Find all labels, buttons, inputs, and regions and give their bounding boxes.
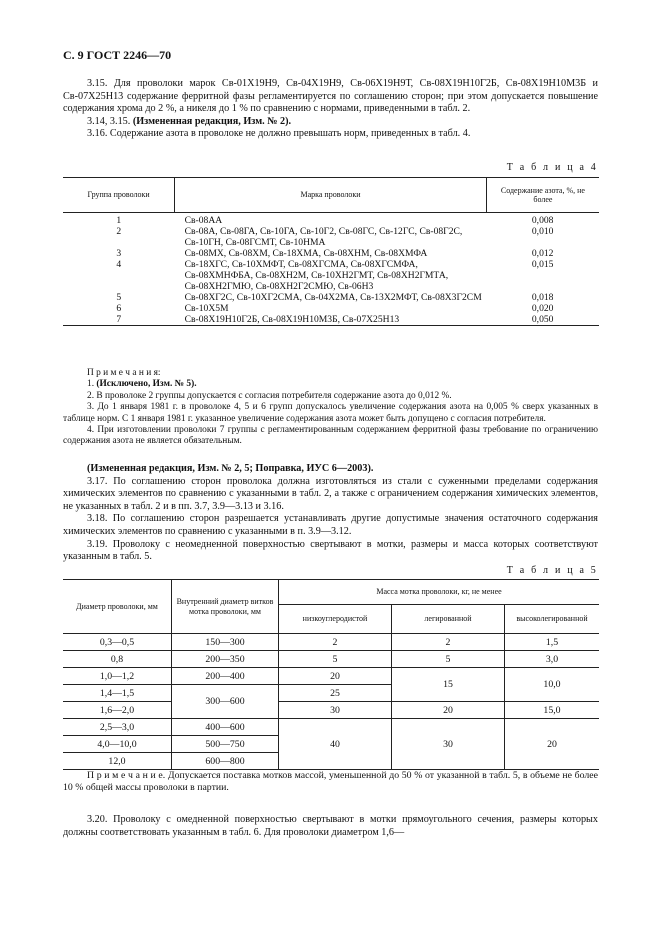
note-4: 4. При изготовлении проволоки 7 группы с регламентированным содержанием ферритной фазы требование по ограничению содержания азота не является обязательным. (63, 425, 598, 447)
mass-high-alloyed-cell: 1,5 (505, 634, 600, 651)
table5-header-alloyed: легированной (392, 605, 505, 634)
table-row (63, 248, 599, 259)
nitrogen-cell: 0,010 (531, 226, 554, 237)
mass-low-carbon-cell: 30 (279, 702, 392, 719)
mass-low-carbon-cell: 40 (279, 719, 392, 770)
paragraph-3-18: 3.18. По соглашению сторон разрешается устанавливать другие допустимые значения остаточного содержания химических элементов по сравнению с указанными в п. 3.9—3.12. (63, 513, 598, 537)
diameter-cell: 4,0—10,0 (63, 736, 172, 753)
mass-alloyed-cell: 5 (392, 651, 505, 668)
table4-caption: Т а б л и ц а 4 (506, 162, 598, 173)
nitrogen-cell: 0,050 (486, 314, 599, 326)
group-cell: 3 (116, 248, 122, 259)
table5-caption: Т а б л и ц а 5 (506, 565, 598, 576)
grade-cell: Св-10Х5М (184, 303, 229, 314)
table-row (63, 651, 599, 668)
inner-diameter-cell: 150—300 (172, 634, 279, 651)
group-cell: 7 (63, 314, 175, 326)
section-3-15-16 (63, 78, 598, 141)
inner-diameter-cell: 200—350 (172, 651, 279, 668)
mass-alloyed-cell: 20 (392, 702, 505, 719)
amendment-note-1: 3.14, 3.15. (Измененная редакция, Изм. № 2). (87, 115, 292, 127)
grade-cell: Св-08Х19Н10Г2Б, Св-08Х19Н10М3Б, Св-07Х25Н13 (175, 314, 487, 326)
inner-diameter-cell: 300—600 (172, 685, 279, 719)
inner-diameter-cell: 400—600 (172, 719, 279, 736)
paragraph-3-16: 3.16. Содержание азота в проволоке не должно превышать норм, приведенных в табл. 4. (87, 128, 471, 140)
diameter-cell: 0,8 (63, 651, 172, 668)
page-header: С. 9 ГОСТ 2246—70 (63, 48, 172, 62)
section-3-17-19 (63, 463, 598, 564)
table-row (63, 303, 599, 314)
table-row (63, 314, 599, 326)
group-cell: 5 (116, 292, 122, 303)
paragraph-3-19: 3.19. Проволоку с неомедненной поверхностью свертывают в мотки, размеры и масса которых соответствуют указанным в табл. 5. (63, 538, 598, 563)
diameter-cell: 1,4—1,5 (63, 685, 172, 702)
nitrogen-cell: 0,020 (531, 303, 554, 314)
grade-cell: Св-08АА (184, 215, 223, 226)
paragraph-3-20: 3.20. Проволоку с омедненной поверхностью свертывают в мотки прямоугольного сечения, размеры которых должны соответствовать указанным в табл. 6. Для проволоки диаметром 1,6— (63, 814, 598, 838)
amendment-note-2: (Измененная редакция, Изм. № 2, 5; Поправка, ИУС 6—2003). (87, 463, 374, 474)
nitrogen-cell: 0,012 (531, 248, 554, 259)
table-5 (63, 579, 599, 770)
group-cell: 4 (116, 259, 122, 270)
paragraph-3-15: 3.15. Для проволоки марок Св-01Х19Н9, Св-04Х19Н9, Св-06Х19Н9Т, Св-08Х19Н10Г2Б, Св-08Х19Н10М3Б и Св-07Х25Н13 содержание ферритной фазы регламентируется по соглашению сторон; при этом допускается повышение содержания хрома до 2 %, а никеля до 1 % по сравнению с нормами, приведенными в табл. 2. (63, 78, 598, 115)
table-row (63, 213, 599, 227)
diameter-cell: 1,0—1,2 (63, 668, 172, 685)
note-1: 1. (Исключено, Изм. № 5). (87, 379, 197, 390)
table-4 (63, 177, 599, 326)
mass-high-alloyed-cell: 20 (505, 719, 600, 770)
inner-diameter-cell: 200—400 (172, 668, 279, 685)
note-text: Допускается поставка мотков массой, уменьшенной до 50 % от указанной в табл. 5, в объеме не более 10 % общей массы проволоки в партии. (63, 770, 598, 793)
table-row (63, 259, 599, 292)
nitrogen-cell: 0,018 (531, 292, 554, 303)
table5-header-mass: Масса мотка проволоки, кг, не менее (279, 580, 600, 605)
mass-alloyed-cell: 2 (392, 634, 505, 651)
diameter-cell: 12,0 (63, 753, 172, 770)
grade-cell: Св-08ХГ2С, Св-10ХГ2СМА, Св-04Х2МА, Св-13Х2МФТ, Св-08Х3Г2СМ (184, 292, 482, 303)
table-row (63, 719, 599, 736)
grade-cell: Св-08А, Св-08ГА, Св-10ГА, Св-10Г2, Св-08ГС, Св-12ГС, Св-08Г2С, Св-10ГН, Св-08ГСМТ, Св-10НМА (184, 226, 463, 248)
table-row (63, 634, 599, 651)
section-3-20 (63, 814, 598, 839)
paragraph-3-17: 3.17. По соглашению сторон проволока должна изготовляться из стали с суженными пределами содержания химических элементов по сравнению с указанными в табл. 2, а также с ограничением содержания химических элементов, не указанных в табл. 2 и в пп. 3.7, 3.9—3.13 и 3.16. (63, 475, 598, 512)
table5-header-diameter: Диаметр проволоки, мм (63, 580, 172, 634)
note-paragraph (63, 770, 598, 794)
group-cell: 1 (116, 215, 122, 226)
table-row (63, 292, 599, 303)
note-2: 2. В проволоке 2 группы допускается с согласия потребителя содержание азота до 0,012 %. (87, 390, 452, 401)
table5-header-low-carbon: низкоуглеродистой (279, 605, 392, 634)
table5-header-inner-diameter: Внутренний диаметр витков мотка проволоки, мм (172, 580, 279, 634)
group-cell: 2 (116, 226, 122, 237)
diameter-cell: 2,5—3,0 (63, 719, 172, 736)
mass-low-carbon-cell: 5 (279, 651, 392, 668)
note-label: П р и м е ч а н и е. (87, 770, 166, 781)
mass-high-alloyed-cell: 3,0 (505, 651, 600, 668)
mass-alloyed-cell: 30 (392, 719, 505, 770)
mass-low-carbon-cell: 2 (279, 634, 392, 651)
table-row (63, 226, 599, 248)
nitrogen-cell: 0,015 (531, 259, 554, 270)
mass-high-alloyed-cell: 10,0 (505, 668, 600, 702)
inner-diameter-cell: 500—750 (172, 736, 279, 753)
nitrogen-cell: 0,008 (531, 215, 554, 226)
grade-cell: Св-18ХГС, Св-10ХМФТ, Св-08ХГСМА, Св-08ХГСМФА, Св-08ХМНФБА, Св-08ХН2М, Св-10ХН2ГМТ, Св-08ХН2ГМТА, Св-08ХН2ГМЮ, Св-08ХН2Г2СМЮ, Св-06Н3 (184, 259, 449, 292)
mass-high-alloyed-cell: 15,0 (505, 702, 600, 719)
table5-header-high-alloyed: высоколегированной (505, 605, 600, 634)
group-cell: 6 (116, 303, 122, 314)
table4-header-grade: Марка проволоки (175, 178, 487, 213)
mass-low-carbon-cell: 20 (279, 668, 392, 685)
note-3: 3. До 1 января 1981 г. в проволоке 4, 5 и 6 групп допускалось увеличение содержания азота на 0,005 % сверх указанных в таблице норм. С 1 января 1981 г. указанное увеличение содержания азота может быть допущено с согласия потребителя. (63, 402, 598, 424)
inner-diameter-cell: 600—800 (172, 753, 279, 770)
table5-note (63, 770, 598, 794)
notes-title: П р и м е ч а н и я: (87, 368, 161, 378)
diameter-cell: 1,6—2,0 (63, 702, 172, 719)
mass-low-carbon-cell: 25 (279, 685, 392, 702)
grade-cell: Св-08МХ, Св-08ХМ, Св-18ХМА, Св-08ХНМ, Св-08ХМФА (184, 248, 428, 259)
diameter-cell: 0,3—0,5 (63, 634, 172, 651)
table4-header-group: Группа проволоки (63, 178, 175, 213)
table4-header-nitrogen: Содержание азота, %, не более (486, 178, 599, 213)
table-row (63, 668, 599, 685)
table4-notes (63, 368, 598, 448)
mass-alloyed-cell: 15 (392, 668, 505, 702)
table-row (63, 702, 599, 719)
